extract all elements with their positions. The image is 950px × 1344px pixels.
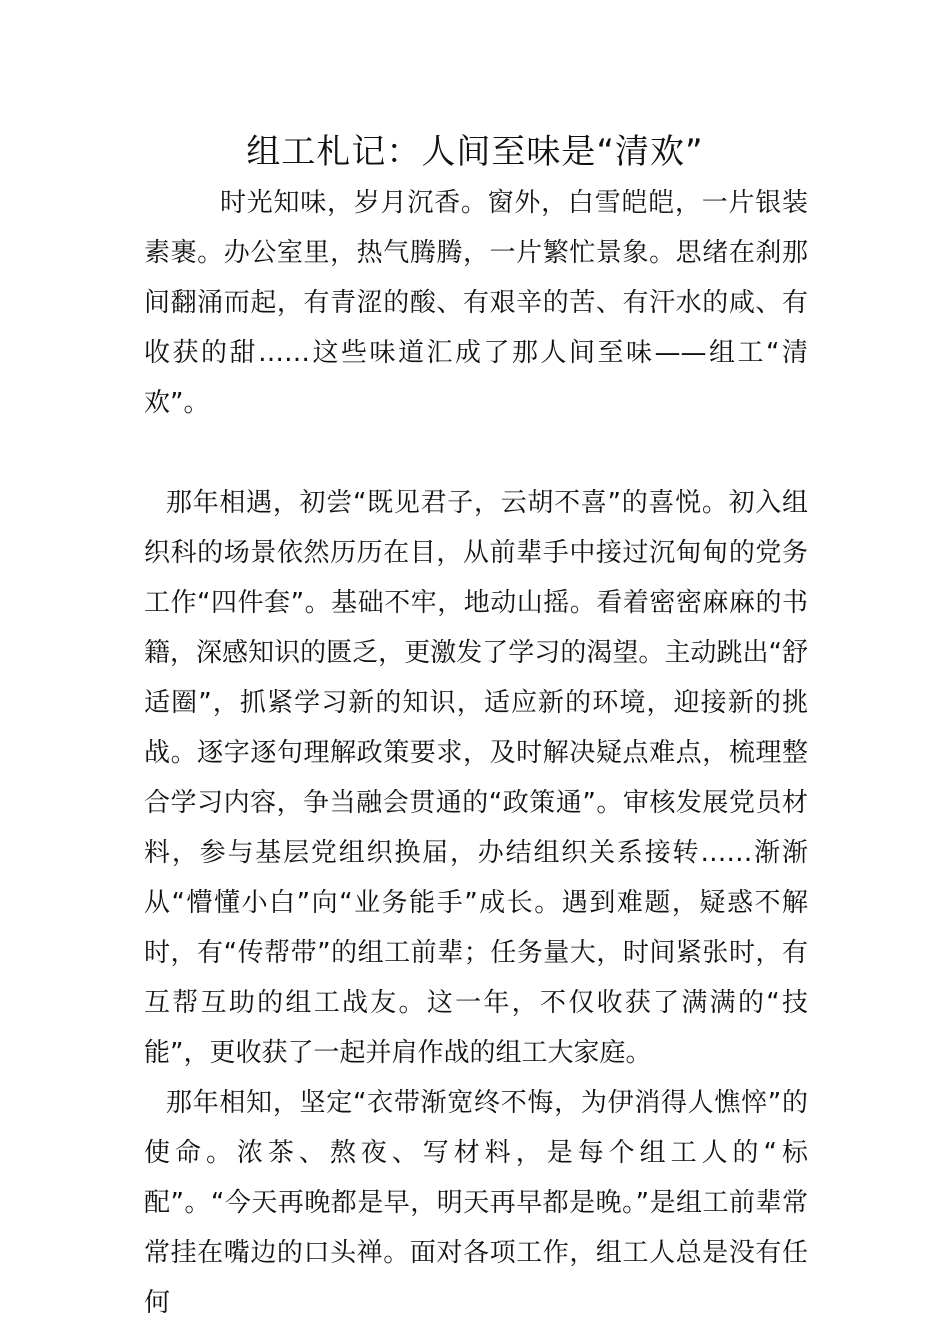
paragraph-knowing: 那年相知，坚定“衣带渐宽终不悔，为伊消得人憔悴”的使命。浓茶、熬夜、写材料，是每个组工人的“标配”。“今天再晚都是早，明天再早都是晚。”是组工前辈常常挂在嘴边的口头禅。面对各项工作，组工人总是没有任何	[144, 1088, 808, 1318]
paragraph-meeting: 那年相遇，初尝“既见君子，云胡不喜”的喜悦。初入组织科的场景依然历历在目，从前辈手中接过沉甸甸的党务工作“四件套”。基础不牢，地动山摇。看着密密麻麻的书籍，深感知识的匮乏，更激发了学习的渴望。主动跳出“舒适圈”，抓紧学习新的知识，适应新的环境，迎接新的挑战。逐字逐句理解政策要求，及时解决疑点难点，梳理整合学习内容，争当融会贯通的“政策通”。审核发展党员材料，参与基层党组织换届，办结组织关系接转……渐渐从“懵懂小白”向“业务能手”成长。遇到难题，疑惑不解时，有“传帮带”的组工前辈；任务量大，时间紧张时，有互帮互助的组工战友。这一年，不仅收获了满满的“技能”，更收获了一起并肩作战的组工大家庭。	[144, 488, 808, 1068]
paragraph-intro: 时光知味，岁月沉香。窗外，白雪皑皑，一片银装素裹。办公室里，热气腾腾，一片繁忙景象。思绪在刹那间翻涌而起，有青涩的酸、有艰辛的苦、有汗水的咸、有收获的甜……这些味道汇成了那人间至味——组工“清欢”。	[144, 188, 808, 418]
document-body	[144, 178, 808, 1328]
paragraph-gap	[144, 428, 808, 478]
document-title: 组工札记：人间至味是“清欢”	[246, 132, 704, 172]
